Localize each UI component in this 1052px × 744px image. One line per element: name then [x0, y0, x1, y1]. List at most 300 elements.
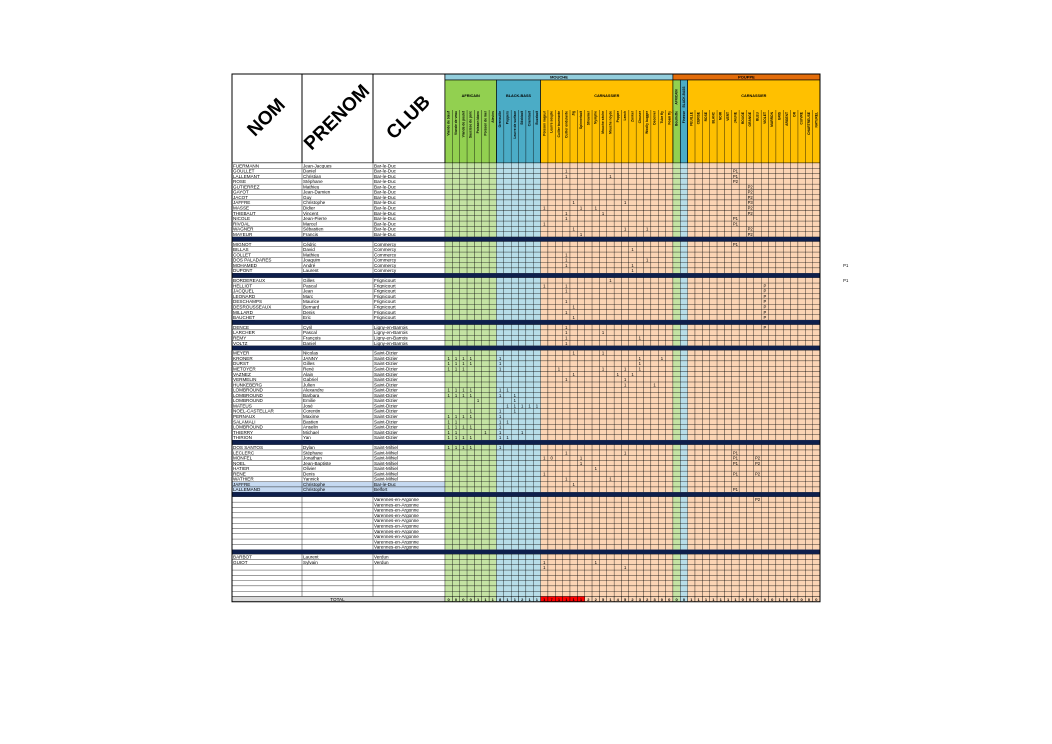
data-cell: [555, 497, 562, 502]
data-cell: [651, 366, 658, 371]
row-label-cells: [232, 482, 445, 487]
data-cell: [621, 487, 628, 492]
data-cell: [585, 534, 592, 539]
data-cell: [651, 518, 658, 523]
data-cell: [783, 163, 790, 168]
data-cell: [636, 507, 643, 512]
data-cell: [651, 408, 658, 413]
data-cell: [621, 195, 628, 200]
row-label-cells: [232, 268, 445, 273]
data-cell: [761, 487, 768, 492]
total-value: 1: [690, 596, 693, 602]
data-cell: [460, 288, 467, 293]
data-cell: [746, 268, 753, 273]
data-cell: [688, 466, 695, 471]
data-cell: [445, 461, 452, 466]
subgroup-label: AFRICAIN: [461, 94, 480, 98]
row-prenom: Christophe: [303, 481, 326, 487]
data-cell: [614, 184, 621, 189]
data-cell: [452, 304, 459, 309]
data-cell: [636, 371, 643, 376]
data-cell: [746, 430, 753, 435]
data-cell: [585, 560, 592, 565]
data-cell: [680, 450, 687, 455]
data-cell: [761, 189, 768, 194]
data-cell: [666, 502, 673, 507]
data-cell: [599, 575, 606, 580]
data-cell: [482, 288, 489, 293]
column-header: Deceiver: [652, 111, 657, 125]
data-cell: [489, 455, 496, 460]
data-cell: [445, 581, 452, 586]
data-cell: [717, 450, 724, 455]
data-cell: [776, 466, 783, 471]
row-club: Ligny-en-Barrois: [374, 335, 408, 341]
data-cell: [644, 435, 651, 440]
data-cell: [776, 565, 783, 570]
data-cell: [541, 257, 548, 262]
data-cell: [695, 330, 702, 335]
data-cell: [776, 226, 783, 231]
data-cell: [585, 340, 592, 345]
data-cell: [724, 575, 731, 580]
data-cell: [607, 502, 614, 507]
row-nom: DOS SANTOS: [233, 445, 264, 450]
data-cell: [688, 294, 695, 299]
data-cell: [511, 445, 518, 450]
data-cell: [688, 476, 695, 481]
data-cell: [629, 232, 636, 237]
data-cell: [563, 294, 570, 299]
data-cell: [585, 435, 592, 440]
data-cell: [489, 257, 496, 262]
data-cell: [732, 268, 739, 273]
row-nom: LALLEMAND: [233, 487, 261, 493]
data-cell: [658, 382, 665, 387]
data-cell: [570, 205, 577, 210]
data-cell: [460, 471, 467, 476]
data-cell: [511, 507, 518, 512]
data-cell: [754, 403, 761, 408]
data-cell: [658, 189, 665, 194]
data-cell: [798, 335, 805, 340]
data-cell: [644, 304, 651, 309]
data-cell: [585, 455, 592, 460]
data-cell: [467, 335, 474, 340]
data-cell: [629, 502, 636, 507]
data-cell: [651, 450, 658, 455]
row-club: Bar-le-Duc: [374, 210, 396, 216]
data-cell: [702, 445, 709, 450]
data-cell: [636, 497, 643, 502]
data-cell: [680, 502, 687, 507]
data-cell: [526, 513, 533, 518]
data-cell: [467, 565, 474, 570]
data-cell: [577, 539, 584, 544]
data-cell: [688, 174, 695, 179]
data-cell: [739, 539, 746, 544]
data-cell: [717, 554, 724, 559]
data-cell: [658, 461, 665, 466]
data-cell: [724, 414, 731, 419]
data-cell: [746, 513, 753, 518]
data-cell: [555, 382, 562, 387]
data-cell: [761, 497, 768, 502]
data-cell: [482, 435, 489, 440]
total-value: 1: [506, 596, 509, 602]
data-cell: [776, 184, 783, 189]
data-cell: [511, 419, 518, 424]
data-cell: [702, 216, 709, 221]
row-nom: KRONER: [233, 355, 253, 361]
data-cell: [607, 247, 614, 252]
data-cell: [702, 513, 709, 518]
data-cell: [710, 309, 717, 314]
data-cell: [695, 263, 702, 268]
data-cell: [533, 189, 540, 194]
data-cell: [666, 476, 673, 481]
data-cell: [717, 371, 724, 376]
row-label-cells: [232, 200, 445, 205]
data-cell: [673, 174, 680, 179]
row-label-cells: [232, 445, 445, 450]
data-cell: [688, 200, 695, 205]
row-club: Ligny-en-Barrois: [374, 330, 408, 336]
data-cell: [629, 554, 636, 559]
data-cell: [511, 371, 518, 376]
data-cell: [489, 168, 496, 173]
data-cell: [658, 371, 665, 376]
data-cell: [533, 330, 540, 335]
data-cell: [607, 575, 614, 580]
data-cell: [732, 581, 739, 586]
data-cell: [717, 518, 724, 523]
data-cell: [621, 189, 628, 194]
data-cell: [798, 398, 805, 403]
data-cell: [621, 216, 628, 221]
data-cell: [688, 283, 695, 288]
data-cell: [614, 315, 621, 320]
data-cell: [644, 163, 651, 168]
data-cell: [746, 445, 753, 450]
data-cell: [504, 586, 511, 591]
data-cell: [452, 487, 459, 492]
cell-value: 1: [653, 382, 656, 388]
data-cell: [614, 377, 621, 382]
data-cell: [614, 487, 621, 492]
row-label-cells: [232, 487, 445, 492]
column-header: Jig: [571, 111, 576, 116]
data-cell: [607, 497, 614, 502]
cell-value: 1: [579, 205, 583, 211]
data-cell: [688, 257, 695, 262]
data-cell: [614, 226, 621, 231]
data-cell: [702, 570, 709, 575]
data-cell: [445, 502, 452, 507]
data-cell: [783, 403, 790, 408]
data-cell: [629, 205, 636, 210]
data-cell: [658, 252, 665, 257]
data-cell: [621, 330, 628, 335]
data-cell: [445, 371, 452, 376]
data-cell: [607, 393, 614, 398]
data-cell: [533, 371, 540, 376]
data-cell: [680, 482, 687, 487]
data-cell: [504, 283, 511, 288]
data-cell: [702, 350, 709, 355]
column-header: Poisson blanc: [476, 111, 481, 134]
row-club: Saint-Mihiel: [374, 455, 398, 461]
column-header: Bouillette: [674, 111, 679, 127]
data-cell: [739, 335, 746, 340]
data-cell: [769, 471, 776, 476]
cell-value: 1: [535, 403, 539, 409]
data-cell: [599, 455, 606, 460]
data-cell: [658, 232, 665, 237]
cell-value: 1: [454, 424, 458, 430]
data-cell: [791, 565, 798, 570]
data-cell: [813, 174, 820, 179]
data-cell: [651, 168, 658, 173]
data-cell: [644, 278, 651, 283]
data-cell: [445, 315, 452, 320]
cell-value: 1: [498, 355, 502, 361]
data-cell: [482, 216, 489, 221]
data-cell: [666, 419, 673, 424]
data-cell: [776, 232, 783, 237]
data-cell: [783, 257, 790, 262]
data-cell: [724, 544, 731, 549]
data-cell: [761, 200, 768, 205]
data-cell: [724, 497, 731, 502]
data-cell: [474, 435, 481, 440]
data-cell: [504, 377, 511, 382]
data-cell: [746, 403, 753, 408]
data-cell: [570, 398, 577, 403]
data-cell: [666, 560, 673, 565]
row-prenom: Bastien: [303, 419, 319, 425]
data-cell: [695, 393, 702, 398]
data-cell: [724, 382, 731, 387]
data-cell: [769, 315, 776, 320]
data-cell: [717, 575, 724, 580]
data-cell: [621, 575, 628, 580]
data-cell: [710, 299, 717, 304]
data-cell: [585, 205, 592, 210]
data-cell: [467, 184, 474, 189]
data-cell: [746, 335, 753, 340]
cell-value: 1: [543, 455, 546, 461]
data-cell: [526, 242, 533, 247]
cell-value: 1: [543, 559, 546, 565]
data-cell: [474, 163, 481, 168]
data-cell: [460, 398, 467, 403]
data-cell: [526, 476, 533, 481]
data-cell: [614, 242, 621, 247]
data-cell: [519, 424, 526, 429]
cell-value: 1: [543, 205, 546, 211]
data-cell: [504, 330, 511, 335]
data-cell: [658, 507, 665, 512]
cell-value: 1: [623, 200, 627, 206]
data-cell: [592, 283, 599, 288]
data-cell: [482, 445, 489, 450]
data-cell: [585, 257, 592, 262]
data-cell: [761, 163, 768, 168]
data-cell: [585, 309, 592, 314]
data-cell: [504, 523, 511, 528]
data-cell: [592, 247, 599, 252]
data-cell: [776, 200, 783, 205]
data-cell: [695, 398, 702, 403]
data-cell: [658, 184, 665, 189]
data-cell: [739, 529, 746, 534]
data-cell: [783, 487, 790, 492]
data-cell: [791, 518, 798, 523]
data-cell: [739, 430, 746, 435]
data-cell: [761, 403, 768, 408]
cell-value: 1: [498, 419, 502, 425]
row-label-cells: [232, 179, 445, 184]
data-cell: [798, 232, 805, 237]
data-cell: [783, 586, 790, 591]
data-cell: [585, 570, 592, 575]
data-cell: [614, 544, 621, 549]
data-cell: [791, 371, 798, 376]
data-cell: [805, 226, 812, 231]
data-cell: [658, 435, 665, 440]
data-cell: [769, 200, 776, 205]
data-cell: [496, 539, 503, 544]
data-cell: [519, 377, 526, 382]
data-cell: [673, 570, 680, 575]
data-cell: [680, 268, 687, 273]
data-cell: [761, 408, 768, 413]
data-cell: [482, 263, 489, 268]
data-cell: [813, 163, 820, 168]
data-cell: [680, 424, 687, 429]
data-cell: [526, 288, 533, 293]
data-cell: [710, 283, 717, 288]
data-cell: [445, 518, 452, 523]
data-cell: [739, 586, 746, 591]
data-cell: [688, 497, 695, 502]
data-cell: [489, 350, 496, 355]
data-cell: [651, 575, 658, 580]
data-cell: [533, 414, 540, 419]
data-cell: [644, 283, 651, 288]
data-cell: [592, 163, 599, 168]
data-cell: [680, 356, 687, 361]
data-cell: [666, 168, 673, 173]
data-cell: [769, 435, 776, 440]
data-cell: [739, 232, 746, 237]
data-cell: [460, 570, 467, 575]
data-cell: [636, 560, 643, 565]
data-cell: [813, 544, 820, 549]
data-cell: [702, 591, 709, 596]
data-cell: [739, 179, 746, 184]
data-cell: [636, 591, 643, 596]
data-cell: [489, 195, 496, 200]
data-cell: [511, 205, 518, 210]
data-cell: [621, 299, 628, 304]
data-cell: [548, 325, 555, 330]
row-club: Bar-le-Duc: [374, 194, 396, 200]
data-cell: [563, 242, 570, 247]
data-cell: [636, 430, 643, 435]
data-cell: [739, 299, 746, 304]
data-cell: [673, 283, 680, 288]
data-cell: [445, 232, 452, 237]
row-nom: NICOLE: [233, 216, 251, 222]
data-cell: [783, 435, 790, 440]
data-cell: [614, 330, 621, 335]
total-value: 0: [807, 596, 811, 602]
data-cell: [452, 461, 459, 466]
data-cell: [732, 554, 739, 559]
data-cell: [592, 361, 599, 366]
data-cell: [644, 356, 651, 361]
data-cell: [541, 513, 548, 518]
data-cell: [791, 294, 798, 299]
data-cell: [644, 263, 651, 268]
data-cell: [585, 211, 592, 216]
data-cell: [666, 216, 673, 221]
data-cell: [769, 534, 776, 539]
data-cell: [445, 455, 452, 460]
data-cell: [519, 435, 526, 440]
data-cell: [482, 398, 489, 403]
data-cell: [754, 350, 761, 355]
data-cell: [732, 414, 739, 419]
data-cell: [651, 371, 658, 376]
data-cell: [496, 257, 503, 262]
data-cell: [533, 430, 540, 435]
data-cell: [629, 487, 636, 492]
data-cell: [798, 247, 805, 252]
data-cell: [452, 221, 459, 226]
data-cell: [570, 168, 577, 173]
data-cell: [489, 393, 496, 398]
cell-value: 1: [447, 419, 450, 425]
data-cell: [805, 466, 812, 471]
column-header: VIOLET: [762, 112, 767, 124]
data-cell: [695, 455, 702, 460]
data-cell: [460, 263, 467, 268]
data-cell: [577, 544, 584, 549]
data-cell: [688, 387, 695, 392]
data-cell: [511, 330, 518, 335]
data-cell: [460, 507, 467, 512]
row-prenom: Daniel: [303, 168, 317, 174]
cell-value: 1: [513, 403, 517, 409]
data-cell: [688, 377, 695, 382]
column-header: OR: [792, 112, 797, 117]
data-cell: [482, 294, 489, 299]
data-cell: [504, 325, 511, 330]
row-label-cells: [232, 189, 445, 194]
data-cell: [489, 278, 496, 283]
data-cell: [702, 560, 709, 565]
data-cell: [761, 575, 768, 580]
data-cell: [644, 200, 651, 205]
data-cell: [710, 560, 717, 565]
data-cell: [577, 221, 584, 226]
data-cell: [511, 335, 518, 340]
data-cell: [695, 278, 702, 283]
data-cell: [666, 356, 673, 361]
